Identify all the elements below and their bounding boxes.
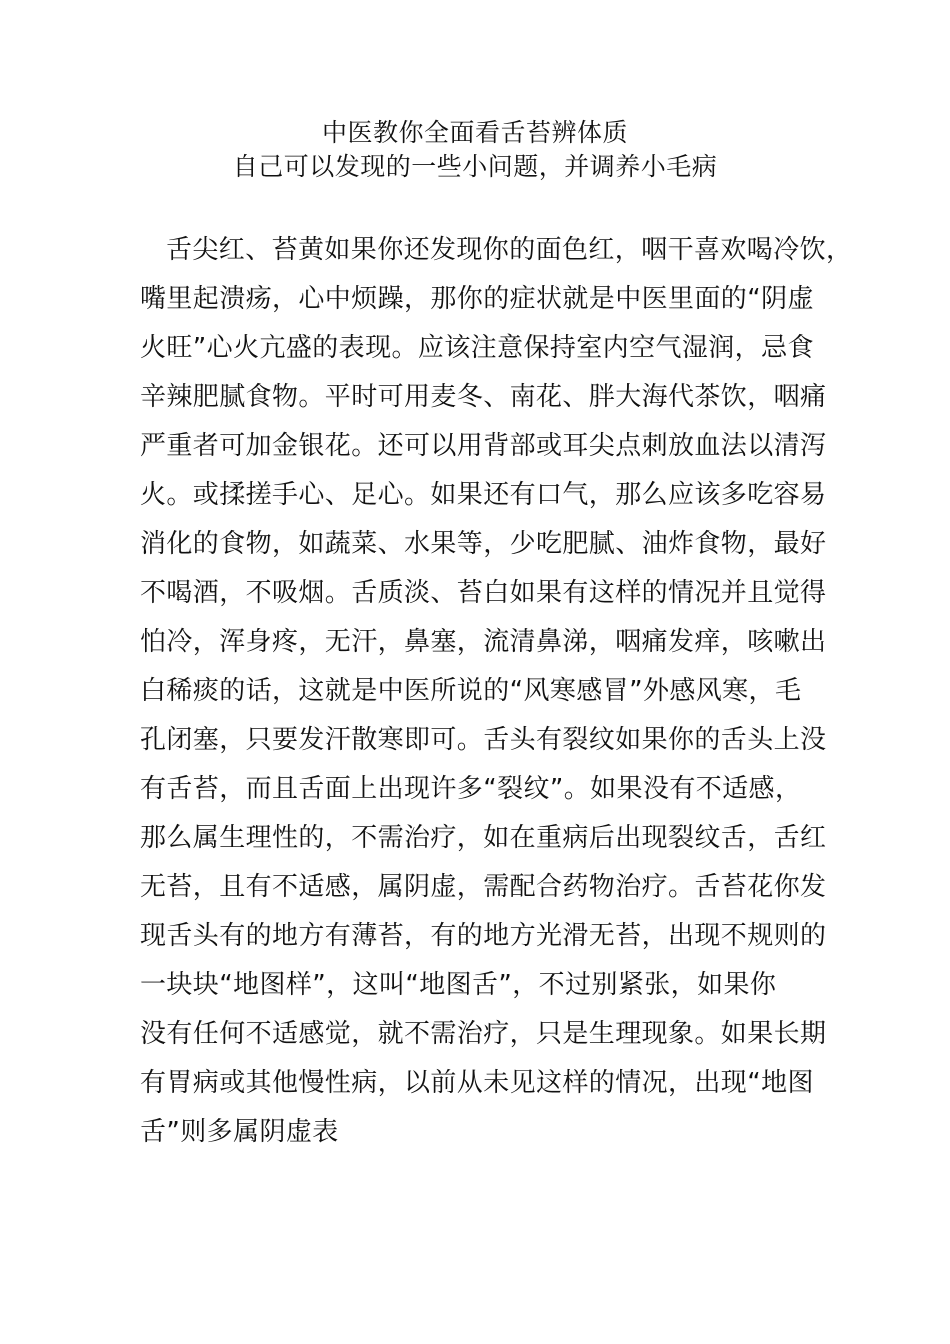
paragraph-line: 辛辣肥腻食物。平时可用麦冬、南花、胖大海代茶饮，咽痛 [140, 382, 827, 412]
paragraph-line: 白稀痰的话，这就是中医所说的“风寒感冒”外感风寒，毛 [140, 676, 802, 706]
paragraph-line: 有舌苔，而且舌面上出现许多“裂纹”。如果没有不适感， [140, 774, 802, 804]
paragraph-line: 一块块“地图样”，这叫“地图舌”，不过别紧张，如果你 [140, 970, 777, 1000]
paragraph-line: 消化的食物，如蔬菜、水果等，少吃肥腻、油炸食物，最好 [140, 529, 827, 559]
paragraph-line: 不喝酒，不吸烟。舌质淡、苔白如果有这样的情况并且觉得 [140, 578, 827, 608]
paragraph-line: 火旺”心火亢盛的表现。应该注意保持室内空气湿润，忌食 [140, 333, 814, 363]
body-paragraph [140, 226, 853, 1157]
paragraph-line: 有胃病或其他慢性病，以前从未见这样的情况，出现“地图 [140, 1068, 814, 1098]
paragraph-line: 火。或揉搓手心、足心。如果还有口气，那么应该多吃容易 [140, 480, 827, 510]
paragraph-line: 无苔，且有不适感，属阴虚，需配合药物治疗。舌苔花你发 [140, 872, 827, 902]
paragraph-line: 现舌头有的地方有薄苔，有的地方光滑无苔，出现不规则的 [140, 921, 827, 951]
paragraph-line: 没有任何不适感觉，就不需治疗，只是生理现象。如果长期 [140, 1019, 827, 1049]
title-line-2: 自己可以发现的一些小问题，并调养小毛病 [232, 152, 718, 181]
paragraph-line: 舌尖红、苔黄如果你还发现你的面色红，咽干喜欢喝冷饮， [166, 235, 853, 265]
paragraph-line: 那么属生理性的，不需治疗，如在重病后出现裂纹舌，舌红 [140, 823, 827, 853]
paragraph-line: 舌”则多属阴虚表 [140, 1117, 339, 1147]
document-title [0, 116, 950, 184]
title-line-1: 中医教你全面看舌苔辨体质 [321, 118, 628, 147]
paragraph-line: 嘴里起溃疡，心中烦躁，那你的症状就是中医里面的“阴虚 [140, 284, 814, 314]
paragraph-line: 严重者可加金银花。还可以用背部或耳尖点刺放血法以清泻 [140, 431, 827, 461]
paragraph-line: 孔闭塞，只要发汗散寒即可。舌头有裂纹如果你的舌头上没 [140, 725, 827, 755]
paragraph-line: 怕冷，浑身疼，无汗，鼻塞，流清鼻涕，咽痛发痒，咳嗽出 [140, 627, 827, 657]
